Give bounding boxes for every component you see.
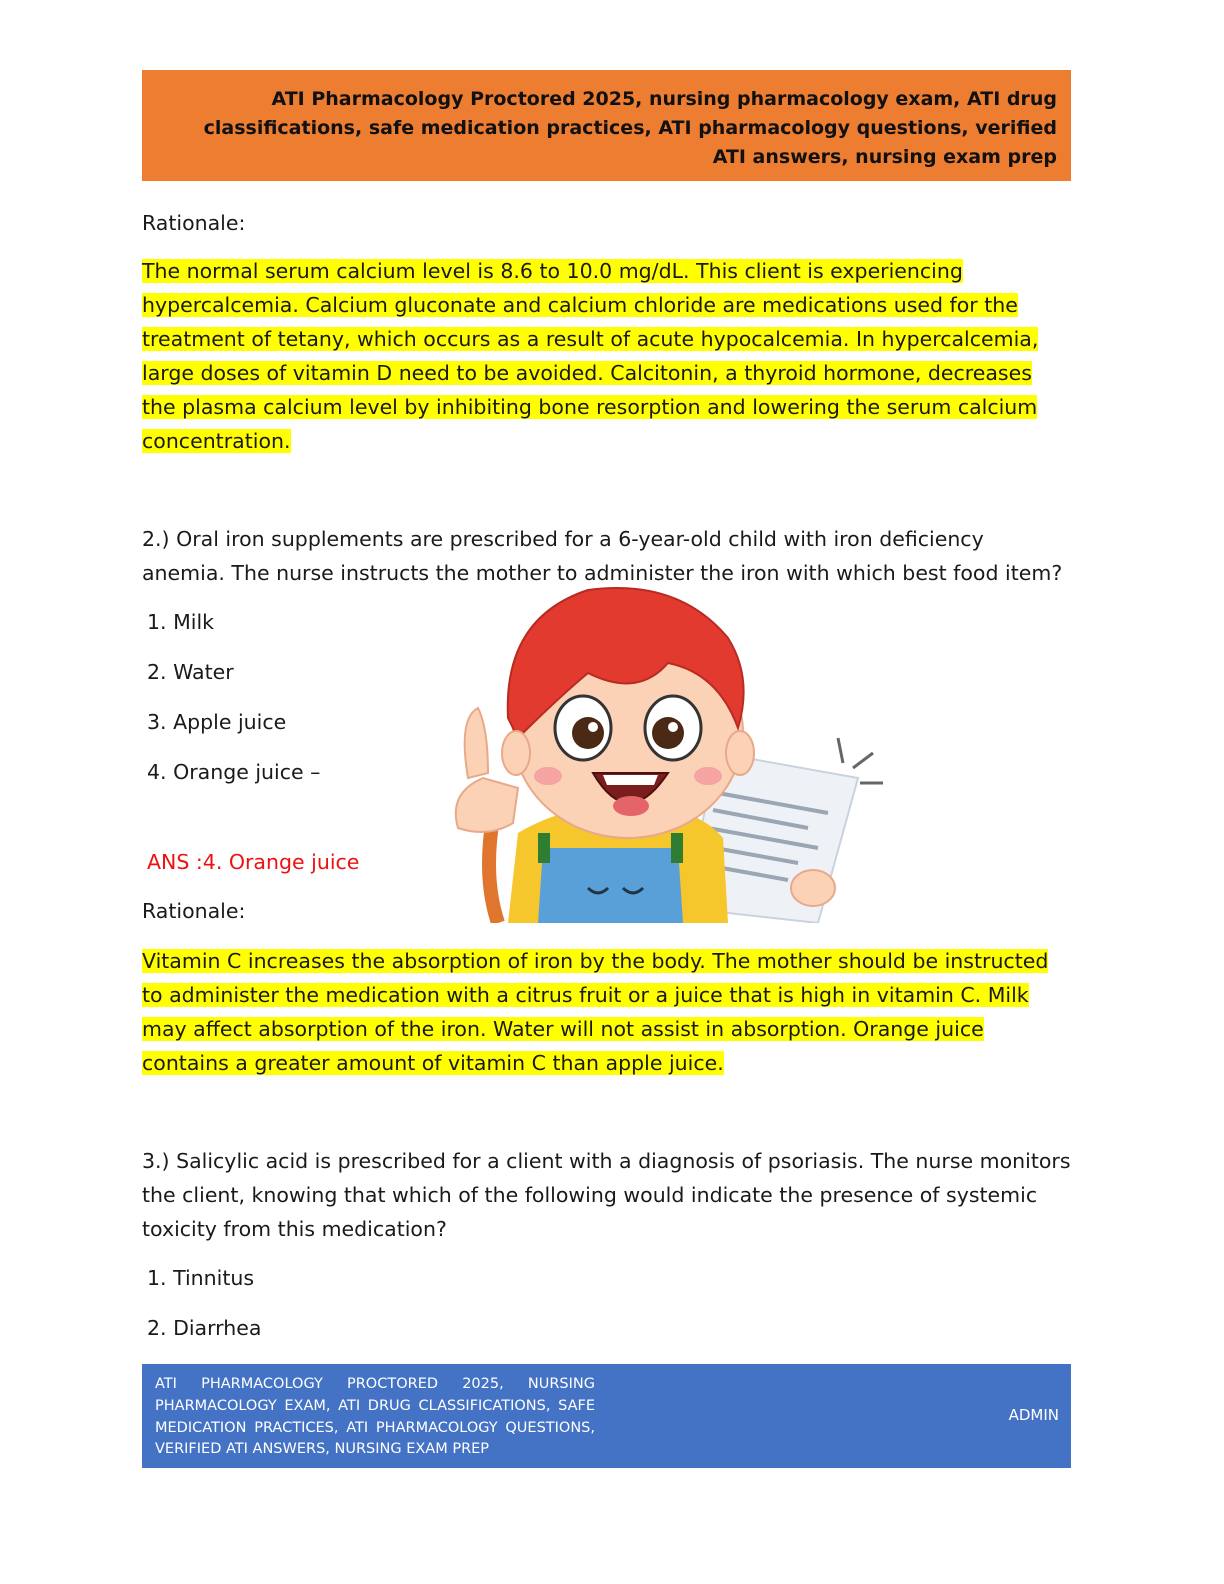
footer-left-text: ATI PHARMACOLOGY PROCTORED 2025, NURSING PHARMACOLOGY EXAM, ATI DRUG CLASSIFICATIONS, SAFE MEDICATION PRACTICES, ATI PHARMACOLOGY QUESTIONS, VERIFIED ATI ANSWERS, NURSING EXAM PREP xyxy=(155,1376,595,1458)
answer-text: ANS :4. Orange juice xyxy=(147,850,360,874)
option-item: 2. Diarrhea xyxy=(147,1316,262,1340)
question-3-text: 3.) Salicylic acid is prescribed for a client with a diagnosis of psoriasis. The nurse monitors the client, knowing that which of the following would indicate the presence of systemic toxicity from this medication? xyxy=(142,1149,1071,1241)
option-item: 4. Orange juice – xyxy=(147,760,321,784)
option-item: 3. Apple juice xyxy=(147,710,287,734)
rationale-text xyxy=(142,944,1072,1080)
footer-right-text: ADMIN xyxy=(1008,1406,1059,1424)
page-footer xyxy=(142,1364,1071,1468)
page-header xyxy=(142,70,1071,181)
header-text: ATI Pharmacology Proctored 2025, nursing pharmacology exam, ATI drug classifications, safe medication practices, ATI pharmacology questions, verified ATI answers, nursing exam prep xyxy=(203,88,1057,168)
cartoon-kid-thumbs-up-icon xyxy=(388,578,888,923)
question-2-text: 2.) Oral iron supplements are prescribed for a 6-year-old child with iron deficiency anemia. The nurse instructs the mother to administer the iron with which best food item? xyxy=(142,527,1063,585)
rationale-highlight: Vitamin C increases the absorption of iron by the body. The mother should be instructed to administer the medication with a citrus fruit or a juice that is high in vitamin C. Milk may affect absorption of the iron. Water will not assist in absorption. Orange juice contains a greater amount of vitamin C than apple juice. xyxy=(142,949,1049,1075)
question-3-options xyxy=(142,1253,1072,1353)
rationale-text xyxy=(142,254,1072,458)
rationale-highlight: The normal serum calcium level is 8.6 to 10.0 mg/dL. This client is experiencing hypercalcemia. Calcium gluconate and calcium chloride are medications used for the treatment of tetany, which occurs as a result of acute hypocalcemia. In hypercalcemia, large doses of vitamin D need to be avoided. Calcitonin, a thyroid hormone, decreases the plasma calcium level by inhibiting bone resorption and lowering the serum calcium concentration. xyxy=(142,259,1039,453)
rationale-label: Rationale: xyxy=(142,211,246,235)
option-item: 1. Milk xyxy=(147,610,215,634)
rationale-label: Rationale: xyxy=(142,899,246,923)
option-item: 2. Water xyxy=(147,660,234,684)
option-item: 1. Tinnitus xyxy=(147,1266,255,1290)
